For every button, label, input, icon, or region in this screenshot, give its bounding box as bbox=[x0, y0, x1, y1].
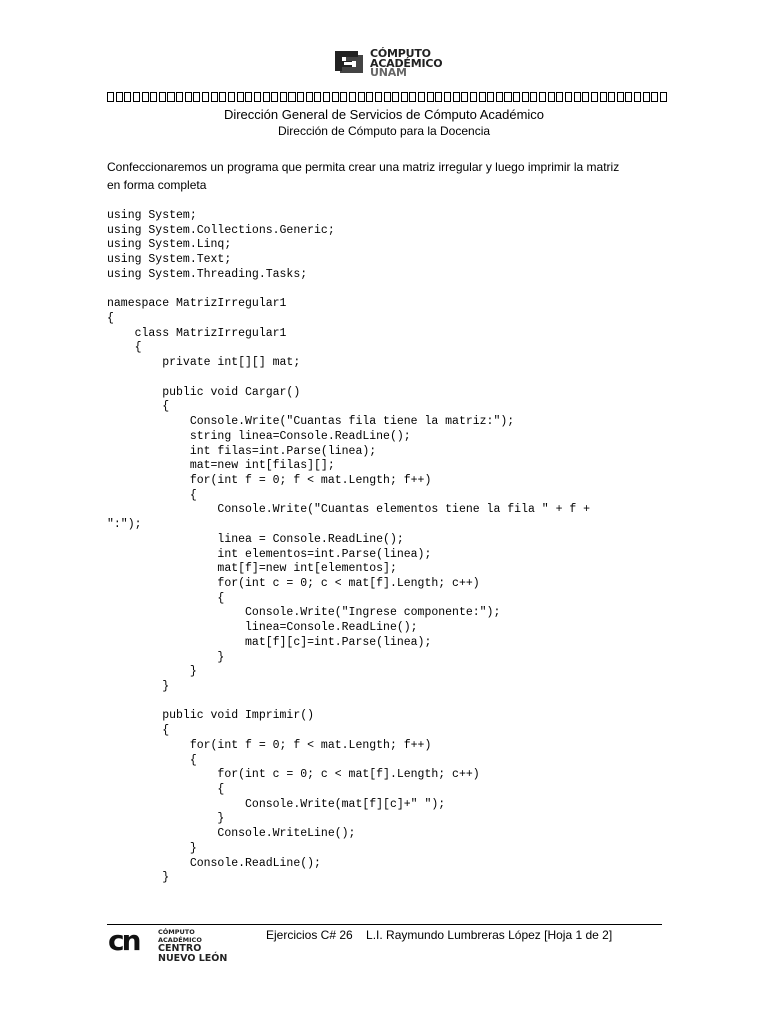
unrendered-glyph-row bbox=[107, 92, 667, 104]
missing-glyph-box bbox=[159, 92, 166, 102]
missing-glyph-box bbox=[340, 92, 347, 102]
missing-glyph-box bbox=[245, 92, 252, 102]
missing-glyph-box bbox=[617, 92, 624, 102]
missing-glyph-box bbox=[142, 92, 149, 102]
code-line: for(int f = 0; f < mat.Length; f++) bbox=[107, 738, 432, 752]
code-line: } bbox=[107, 680, 170, 693]
footer-divider bbox=[107, 924, 662, 925]
intro-paragraph: Confeccionaremos un programa que permita crear una matriz irregular y luego imprimir la matriz en forma completa bbox=[107, 160, 620, 192]
missing-glyph-box bbox=[133, 92, 140, 102]
missing-glyph-box bbox=[202, 92, 209, 102]
code-line: } bbox=[107, 812, 225, 826]
missing-glyph-box bbox=[263, 92, 270, 102]
code-line: using System; bbox=[107, 209, 197, 222]
code-line: linea = Console.ReadLine(); bbox=[107, 532, 404, 546]
centro-nuevo-leon-logo bbox=[108, 924, 228, 964]
code-line: linea=Console.ReadLine(); bbox=[107, 621, 418, 635]
code-line: { bbox=[107, 783, 225, 797]
code-line: { bbox=[107, 753, 197, 767]
code-line: for(int f = 0; f < mat.Length; f++) bbox=[107, 473, 432, 487]
missing-glyph-box bbox=[530, 92, 537, 102]
missing-glyph-box bbox=[479, 92, 486, 102]
missing-glyph-box bbox=[548, 92, 555, 102]
missing-glyph-box bbox=[409, 92, 416, 102]
code-line: int elementos=int.Parse(linea); bbox=[107, 547, 432, 561]
code-line: { bbox=[107, 724, 170, 738]
code-line: public void Cargar() bbox=[107, 385, 301, 399]
missing-glyph-box bbox=[358, 92, 365, 102]
missing-glyph-box bbox=[660, 92, 667, 102]
missing-glyph-box bbox=[435, 92, 442, 102]
missing-glyph-box bbox=[375, 92, 382, 102]
missing-glyph-box bbox=[453, 92, 460, 102]
missing-glyph-box bbox=[349, 92, 356, 102]
missing-glyph-box bbox=[150, 92, 157, 102]
code-line: using System.Collections.Generic; bbox=[107, 223, 335, 237]
code-block bbox=[107, 209, 667, 886]
missing-glyph-box bbox=[444, 92, 451, 102]
code-line: using System.Text; bbox=[107, 253, 232, 267]
code-line: mat=new int[filas][]; bbox=[107, 459, 335, 473]
code-line: { bbox=[107, 312, 114, 326]
cn-logo-text: CÓMPUTO ACADÉMICO CENTRO NUEVO LEÓN bbox=[158, 928, 228, 964]
code-line bbox=[107, 283, 667, 298]
missing-glyph-box bbox=[280, 92, 287, 102]
missing-glyph-box bbox=[271, 92, 278, 102]
document-title: Dirección General de Servicios de Cómputo Académico bbox=[223, 107, 545, 122]
missing-glyph-box bbox=[228, 92, 235, 102]
missing-glyph-box bbox=[314, 92, 321, 102]
missing-glyph-box bbox=[401, 92, 408, 102]
missing-glyph-box bbox=[219, 92, 226, 102]
missing-glyph-box bbox=[496, 92, 503, 102]
code-line: Console.Write("Cuantas elementos tiene la fila " + f + bbox=[107, 503, 591, 517]
code-line: for(int c = 0; c < mat[f].Length; c++) bbox=[107, 768, 480, 782]
document-subtitle: Dirección de Cómputo para la Docencia bbox=[277, 124, 491, 138]
missing-glyph-box bbox=[185, 92, 192, 102]
missing-glyph-box bbox=[625, 92, 632, 102]
code-line: namespace MatrizIrregular1 bbox=[107, 297, 287, 311]
missing-glyph-box bbox=[427, 92, 434, 102]
missing-glyph-box bbox=[323, 92, 330, 102]
code-line: using System.Threading.Tasks; bbox=[107, 267, 308, 281]
code-line: } bbox=[107, 650, 225, 664]
code-line: class MatrizIrregular1 bbox=[107, 326, 287, 340]
code-line: Console.WriteLine(); bbox=[107, 827, 356, 841]
code-line: { bbox=[107, 341, 142, 355]
missing-glyph-box bbox=[651, 92, 658, 102]
missing-glyph-box bbox=[461, 92, 468, 102]
code-line: Console.Write("Cuantas fila tiene la matriz:"); bbox=[107, 415, 515, 429]
missing-glyph-box bbox=[384, 92, 391, 102]
code-line: { bbox=[107, 488, 197, 502]
missing-glyph-box bbox=[167, 92, 174, 102]
missing-glyph-box bbox=[582, 92, 589, 102]
footer-text: Ejercicios C# 26 L.I. Raymundo Lumbreras López [Hoja 1 de 2] bbox=[266, 928, 613, 942]
computo-academico-logo-mark bbox=[332, 47, 366, 77]
code-line: } bbox=[107, 871, 170, 885]
missing-glyph-box bbox=[254, 92, 261, 102]
missing-glyph-box bbox=[470, 92, 477, 102]
code-line: Console.Write("Ingrese componente:"); bbox=[107, 606, 501, 620]
missing-glyph-box bbox=[574, 92, 581, 102]
code-line: string linea=Console.ReadLine(); bbox=[107, 429, 411, 443]
computo-academico-logo bbox=[332, 47, 474, 79]
missing-glyph-box bbox=[556, 92, 563, 102]
missing-glyph-box bbox=[504, 92, 511, 102]
missing-glyph-box bbox=[124, 92, 131, 102]
code-line: } bbox=[107, 841, 197, 855]
code-line: ":"); bbox=[107, 518, 142, 532]
missing-glyph-box bbox=[522, 92, 529, 102]
missing-glyph-box bbox=[116, 92, 123, 102]
code-line: Console.ReadLine(); bbox=[107, 856, 321, 870]
code-line: mat[f]=new int[elementos]; bbox=[107, 562, 397, 576]
missing-glyph-box bbox=[176, 92, 183, 102]
missing-glyph-box bbox=[643, 92, 650, 102]
code-line: using System.Linq; bbox=[107, 238, 232, 252]
code-line: mat[f][c]=int.Parse(linea); bbox=[107, 635, 432, 649]
missing-glyph-box bbox=[539, 92, 546, 102]
code-line: { bbox=[107, 400, 170, 414]
code-line: { bbox=[107, 591, 225, 605]
missing-glyph-box bbox=[513, 92, 520, 102]
missing-glyph-box bbox=[366, 92, 373, 102]
missing-glyph-box bbox=[487, 92, 494, 102]
code-line: int filas=int.Parse(linea); bbox=[107, 444, 377, 458]
code-line: } bbox=[107, 665, 197, 679]
missing-glyph-box bbox=[608, 92, 615, 102]
missing-glyph-box bbox=[211, 92, 218, 102]
code-line bbox=[107, 695, 667, 710]
code-line: private int[][] mat; bbox=[107, 356, 301, 370]
missing-glyph-box bbox=[193, 92, 200, 102]
code-line bbox=[107, 371, 667, 386]
missing-glyph-box bbox=[634, 92, 641, 102]
missing-glyph-box bbox=[565, 92, 572, 102]
code-line: public void Imprimir() bbox=[107, 709, 315, 723]
cn-logo-mark: cn bbox=[108, 924, 139, 957]
computo-academico-logo-text: CÓMPUTO ACADÉMICO UNAM bbox=[370, 47, 443, 79]
missing-glyph-box bbox=[107, 92, 114, 102]
missing-glyph-box bbox=[600, 92, 607, 102]
missing-glyph-box bbox=[591, 92, 598, 102]
missing-glyph-box bbox=[332, 92, 339, 102]
code-line: for(int c = 0; c < mat[f].Length; c++) bbox=[107, 576, 480, 590]
code-line: Console.Write(mat[f][c]+" "); bbox=[107, 797, 446, 811]
missing-glyph-box bbox=[297, 92, 304, 102]
missing-glyph-box bbox=[288, 92, 295, 102]
missing-glyph-box bbox=[237, 92, 244, 102]
missing-glyph-box bbox=[418, 92, 425, 102]
missing-glyph-box bbox=[306, 92, 313, 102]
missing-glyph-box bbox=[392, 92, 399, 102]
